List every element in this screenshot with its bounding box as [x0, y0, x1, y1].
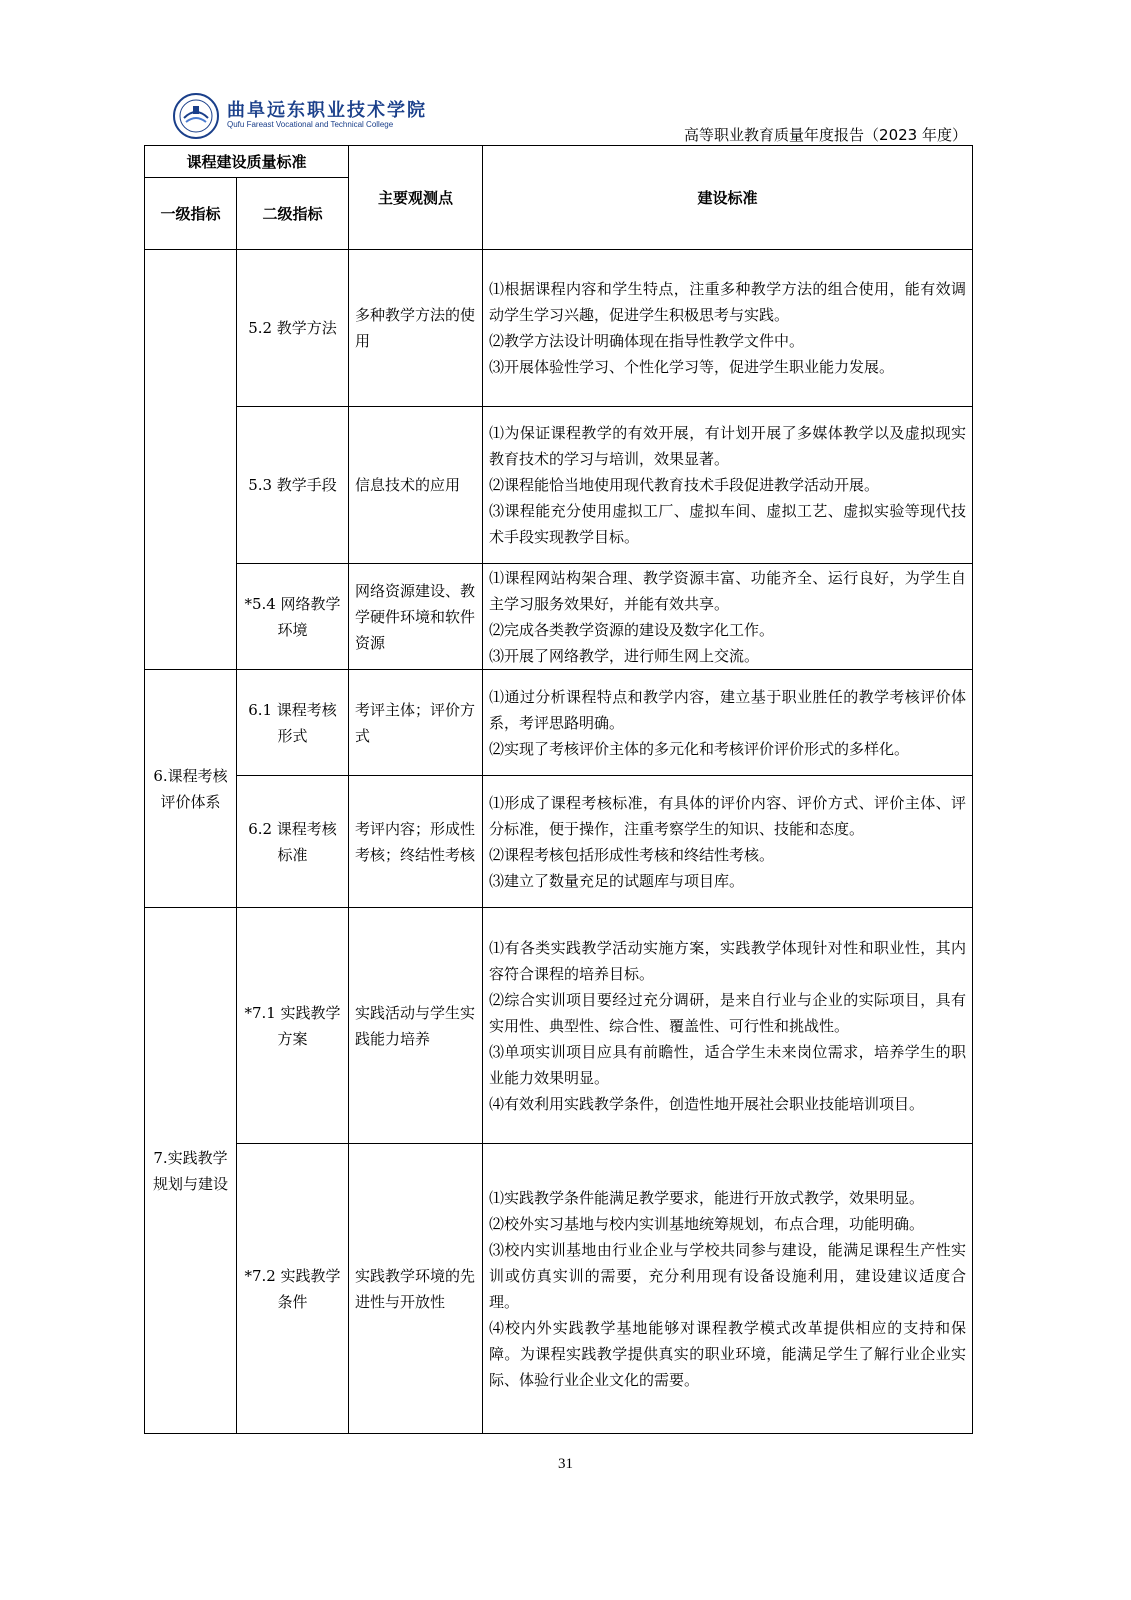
standard-item: ⑵完成各类教学资源的建设及数字化工作。	[489, 620, 775, 639]
standard-item: ⑵教学方法设计明确体现在指导性教学文件中。	[489, 332, 805, 350]
course-standard-table	[144, 145, 973, 1434]
level2-cell: *5.4 网络教学环境	[237, 564, 349, 670]
header-standard: 建设标准	[483, 146, 973, 250]
observation-cell: 考评主体；评价方式	[349, 670, 483, 776]
standard-cell	[483, 250, 973, 407]
standard-item: ⑵课程考核包括形成性考核和终结性考核。	[489, 845, 775, 864]
observation-cell: 网络资源建设、教学硬件环境和软件资源	[349, 564, 483, 670]
observation-cell: 多种教学方法的使用	[349, 250, 483, 407]
standard-cell	[483, 1144, 973, 1434]
level2-cell: *7.2 实践教学条件	[237, 1144, 349, 1434]
standard-item: ⑶校内实训基地由行业企业与学校共同参与建设，能满足课程生产性实训或仿真实训的需要，充分利用现有设备设施利用，建设建议适度合理。	[489, 1240, 967, 1311]
standard-item: ⑷有效利用实践教学条件，创造性地开展社会职业技能培训项目。	[489, 1094, 925, 1113]
standard-cell	[483, 776, 973, 908]
level2-cell: 6.2 课程考核标准	[237, 776, 349, 908]
table-row	[145, 1144, 973, 1434]
standard-item: ⑴根据课程内容和学生特点，注重多种教学方法的组合使用，能有效调动学生学习兴趣，促进学生积极思考与实践。	[489, 280, 967, 324]
header-group-cell: 课程建设质量标准	[145, 146, 349, 178]
standard-item: ⑶建立了数量充足的试题库与项目库。	[489, 871, 745, 890]
standard-item: ⑶开展了网络教学，进行师生网上交流。	[489, 646, 760, 665]
standard-item: ⑶开展体验性学习、个性化学习等，促进学生职业能力发展。	[489, 358, 895, 376]
standard-cell	[483, 908, 973, 1144]
table-row	[145, 670, 973, 776]
standard-item: ⑶课程能充分使用虚拟工厂、虚拟车间、虚拟工艺、虚拟实验等现代技术手段实现教学目标。	[489, 502, 967, 546]
observation-cell: 信息技术的应用	[349, 407, 483, 564]
standard-item: ⑵综合实训项目要经过充分调研，是来自行业与企业的实际项目，具有实用性、典型性、综合性、覆盖性、可行性和挑战性。	[489, 990, 967, 1035]
standard-item: ⑴形成了课程考核标准，有具体的评价内容、评价方式、评价主体、评分标准，便于操作，注重考察学生的知识、技能和态度。	[489, 793, 967, 838]
table-row	[145, 407, 973, 564]
observation-cell: 考评内容；形成性考核；终结性考核	[349, 776, 483, 908]
standard-item: ⑵校外实习基地与校内实训基地统筹规划，布点合理，功能明确。	[489, 1214, 925, 1233]
header-observation: 主要观测点	[349, 146, 483, 250]
table-header-row	[145, 146, 973, 178]
level1-cell: 6.课程考核评价体系	[145, 670, 237, 908]
header-level2: 二级指标	[237, 178, 349, 250]
standard-cell	[483, 407, 973, 564]
table-row	[145, 908, 973, 1144]
level1-cell: 7.实践教学规划与建设	[145, 908, 237, 1434]
standard-item: ⑴为保证课程教学的有效开展，有计划开展了多媒体教学以及虚拟现实教育技术的学习与培训，效果显著。	[489, 424, 967, 468]
standard-item: ⑷校内外实践教学基地能够对课程教学模式改革提供相应的支持和保障。为课程实践教学提供真实的职业环境，能满足学生了解行业企业实际、体验行业企业文化的需要。	[489, 1318, 967, 1389]
standard-item: ⑵课程能恰当地使用现代教育技术手段促进教学活动开展。	[489, 476, 880, 494]
page-header	[172, 92, 982, 144]
table-row	[145, 250, 973, 407]
standard-item: ⑴实践教学条件能满足教学要求，能进行开放式教学，效果明显。	[489, 1188, 925, 1207]
school-name-cn: 曲阜远东职业技术学院	[227, 100, 427, 121]
level1-cell	[145, 250, 237, 670]
standard-item: ⑴课程网站构架合理、教学资源丰富、功能齐全、运行良好，为学生自主学习服务效果好，并能有效共享。	[489, 568, 967, 613]
level2-cell: *7.1 实践教学方案	[237, 908, 349, 1144]
report-title: 高等职业教育质量年度报告（2023 年度）	[684, 126, 967, 144]
level2-cell: 5.2 教学方法	[237, 250, 349, 407]
standard-cell	[483, 670, 973, 776]
page-number: 31	[558, 1456, 573, 1472]
college-logo-icon	[172, 92, 220, 140]
header-level1: 一级指标	[145, 178, 237, 250]
standard-item: ⑴有各类实践教学活动实施方案，实践教学体现针对性和职业性，其内容符合课程的培养目标。	[489, 938, 967, 983]
observation-cell: 实践教学环境的先进性与开放性	[349, 1144, 483, 1434]
table-row	[145, 564, 973, 670]
observation-cell: 实践活动与学生实践能力培养	[349, 908, 483, 1144]
school-name-en: Qufu Fareast Vocational and Technical College	[227, 120, 394, 129]
table-row	[145, 776, 973, 908]
level2-cell: 6.1 课程考核形式	[237, 670, 349, 776]
standard-cell	[483, 564, 973, 670]
standard-item: ⑴通过分析课程特点和教学内容，建立基于职业胜任的教学考核评价体系，考评思路明确。	[489, 687, 967, 732]
standard-item: ⑶单项实训项目应具有前瞻性，适合学生未来岗位需求，培养学生的职业能力效果明显。	[489, 1042, 967, 1087]
standard-item: ⑵实现了考核评价主体的多元化和考核评价评价形式的多样化。	[489, 739, 910, 758]
level2-cell: 5.3 教学手段	[237, 407, 349, 564]
